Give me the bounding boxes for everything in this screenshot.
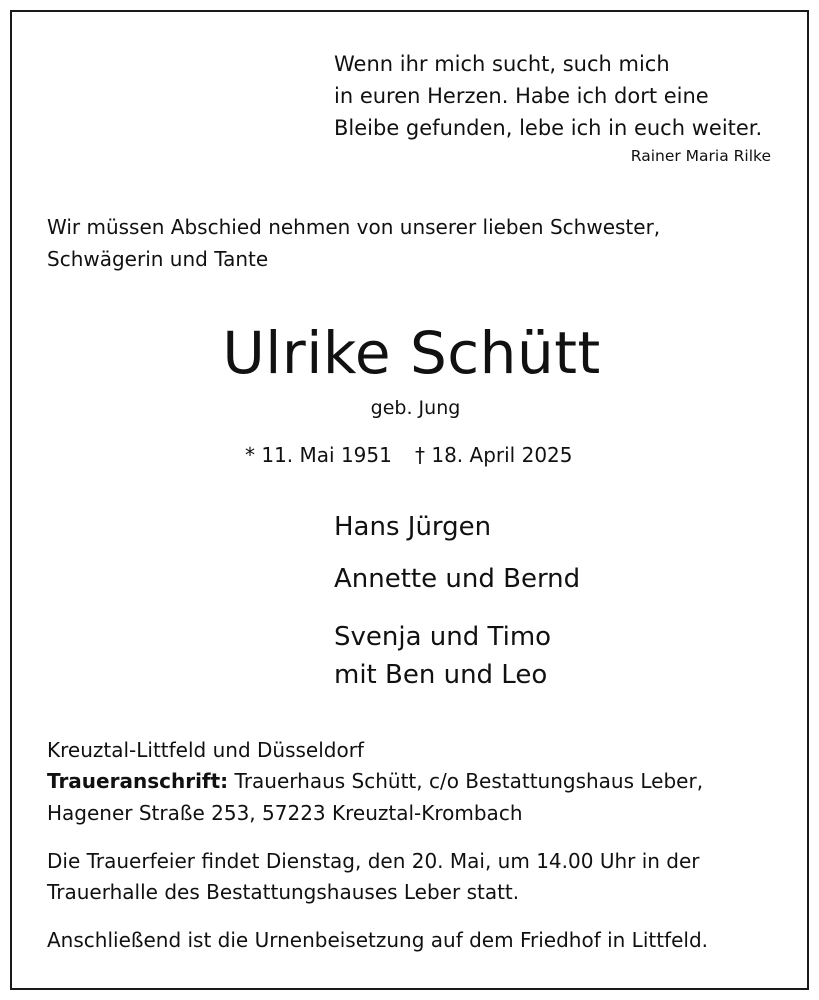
deceased-name: Ulrike Schütt <box>222 319 601 387</box>
burial-line: Anschließend ist die Urnenbeisetzung auf dem Friedhof in Littfeld. <box>47 928 709 952</box>
address-line <box>47 765 703 797</box>
birth-date: * 11. Mai 1951 <box>245 443 392 467</box>
mourner-line: mit Ben und Leo <box>334 660 548 690</box>
address-line-2: Hagener Straße 253, 57223 Kreuztal-Krombach <box>47 801 523 825</box>
address-text: Trauerhaus Schütt, c/o Bestattungshaus Leber, <box>228 769 704 793</box>
mourner-line: Annette und Bernd <box>334 564 581 594</box>
mourner-line: Hans Jürgen <box>334 512 492 542</box>
birth-name: geb. Jung <box>370 397 461 419</box>
quote-line: Wenn ihr mich sucht, such mich <box>334 52 670 76</box>
intro-line: Schwägerin und Tante <box>47 247 269 271</box>
ceremony-line: Die Trauerfeier findet Dienstag, den 20. Mai, um 14.00 Uhr in der <box>47 849 700 873</box>
intro-text <box>47 211 660 275</box>
quote-line: Bleibe gefunden, lebe ich in euch weiter. <box>334 116 763 140</box>
quote-line: in euren Herzen. Habe ich dort eine <box>334 84 709 108</box>
address-label: Traueranschrift: <box>47 769 229 793</box>
location-line: Kreuztal-Littfeld und Düsseldorf <box>47 738 364 762</box>
quote-author: Rainer Maria Rilke <box>630 147 771 165</box>
quote-block <box>334 48 762 144</box>
obituary-frame <box>10 10 809 990</box>
mourner-line: Svenja und Timo <box>334 622 552 652</box>
intro-line: Wir müssen Abschied nehmen von unserer lieben Schwester, <box>47 215 661 239</box>
death-date: † 18. April 2025 <box>415 443 573 467</box>
ceremony-line: Trauerhalle des Bestattungshauses Leber statt. <box>47 880 520 904</box>
